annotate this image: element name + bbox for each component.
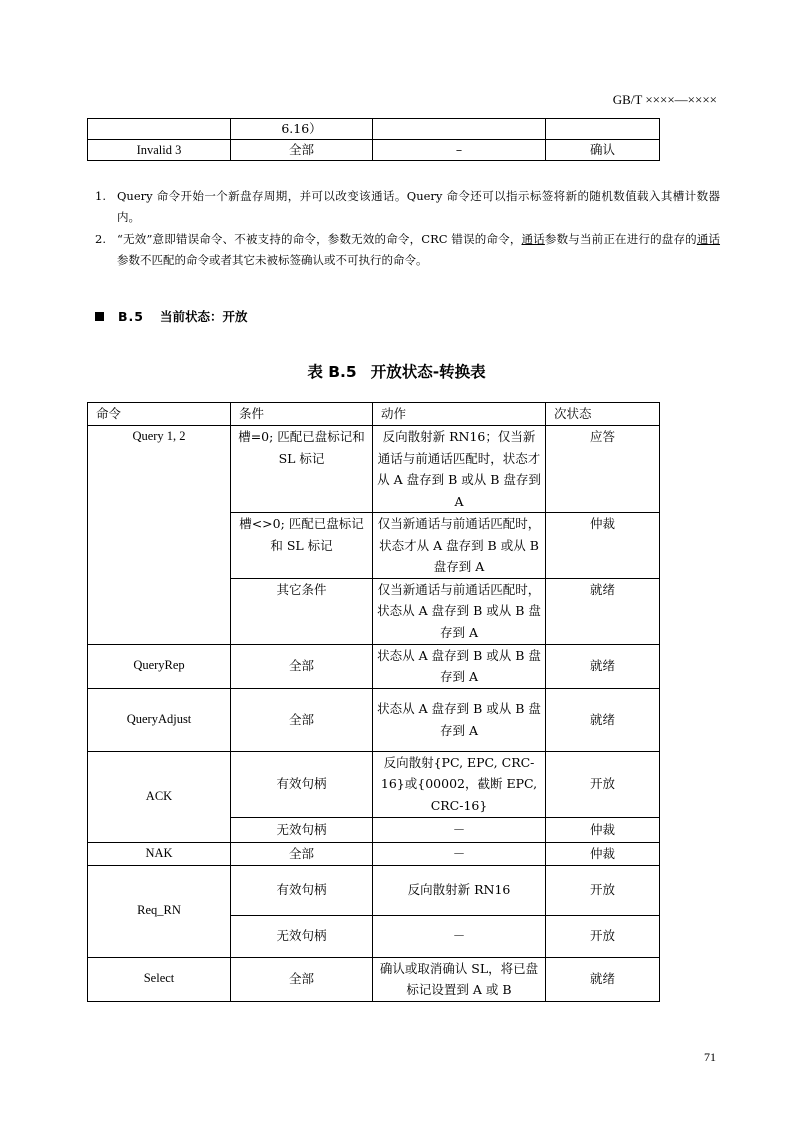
table-cell: 6.16） xyxy=(231,119,373,140)
next-state-cell: 就绪 xyxy=(546,688,660,751)
action-cell: － xyxy=(373,817,546,842)
command-cell: NAK xyxy=(88,842,231,865)
underlined-term: 通话 xyxy=(521,232,545,246)
table-row xyxy=(88,751,660,817)
table-cell: – xyxy=(373,140,546,161)
next-state-cell: 就绪 xyxy=(546,578,660,644)
note-text: Query 命令开始一个新盘存周期，并可以改变该通话。Query 命令还可以指示标签将新的随机数值载入其槽计数器内。 xyxy=(117,189,720,224)
action-cell: 仅当新通话与前通话匹配时，状态才从 A 盘存到 B 或从 B 盘存到 A xyxy=(373,513,546,579)
command-cell: Select xyxy=(88,957,231,1001)
column-header: 动作 xyxy=(373,403,546,426)
action-cell: 状态从 A 盘存到 B 或从 B 盘存到 A xyxy=(373,644,546,688)
note-item xyxy=(95,229,720,271)
table-caption-title: 开放状态-转换表 xyxy=(370,363,486,381)
condition-cell: 其它条件 xyxy=(231,578,373,644)
next-state-cell: 仲裁 xyxy=(546,513,660,579)
condition-cell: 全部 xyxy=(231,957,373,1001)
condition-cell: 槽=0; 匹配已盘标记和 SL 标记 xyxy=(231,426,373,513)
table-row xyxy=(88,957,660,1001)
command-cell: Req_RN xyxy=(88,865,231,957)
table-notes xyxy=(95,186,720,272)
table-row xyxy=(88,140,660,161)
action-cell: 反向散射新 RN16；仅当新通话与前通话匹配时，状态才从 A 盘存到 B 或从 B 盘存到 A xyxy=(373,426,546,513)
table-row xyxy=(88,426,660,513)
condition-cell: 全部 xyxy=(231,644,373,688)
table-row xyxy=(88,865,660,915)
underlined-term: 通话 xyxy=(696,232,721,246)
command-cell: QueryAdjust xyxy=(88,688,231,751)
next-state-cell: 仲裁 xyxy=(546,817,660,842)
table-row xyxy=(88,842,660,865)
note-item xyxy=(95,186,720,228)
action-cell: 确认或取消确认 SL，将已盘标记设置到 A 或 B xyxy=(373,957,546,1001)
table-cell: Invalid 3 xyxy=(88,140,231,161)
column-header: 次状态 xyxy=(546,403,660,426)
open-state-transition-table xyxy=(87,402,660,1002)
condition-cell: 全部 xyxy=(231,688,373,751)
table-cell xyxy=(88,119,231,140)
table-caption xyxy=(0,360,793,382)
section-title: 当前状态：开放 xyxy=(159,309,248,324)
condition-cell: 槽<>0; 匹配已盘标记和 SL 标记 xyxy=(231,513,373,579)
action-cell: 反向散射新 RN16 xyxy=(373,865,546,915)
next-state-cell: 开放 xyxy=(546,751,660,817)
condition-cell: 无效句柄 xyxy=(231,817,373,842)
condition-cell: 有效句柄 xyxy=(231,751,373,817)
condition-cell: 全部 xyxy=(231,842,373,865)
command-cell: QueryRep xyxy=(88,644,231,688)
column-header: 命令 xyxy=(88,403,231,426)
next-state-cell: 开放 xyxy=(546,865,660,915)
table-cell: 全部 xyxy=(231,140,373,161)
next-state-cell: 就绪 xyxy=(546,644,660,688)
bullet-square-icon xyxy=(95,312,104,321)
next-state-cell: 开放 xyxy=(546,915,660,957)
section-number: B.5 xyxy=(118,308,144,324)
table-cell xyxy=(373,119,546,140)
command-cell: ACK xyxy=(88,751,231,842)
table-row xyxy=(88,119,660,140)
next-state-cell: 应答 xyxy=(546,426,660,513)
next-state-cell: 仲裁 xyxy=(546,842,660,865)
table-caption-number: 表 B.5 xyxy=(307,363,357,381)
condition-cell: 无效句柄 xyxy=(231,915,373,957)
section-heading xyxy=(95,307,248,325)
page-number: 71 xyxy=(704,1050,716,1064)
table-row xyxy=(88,688,660,751)
continued-transition-table xyxy=(87,118,660,161)
command-cell: Query 1, 2 xyxy=(88,426,231,645)
note-number: 2. xyxy=(95,232,106,246)
table-cell: 确认 xyxy=(546,140,660,161)
action-cell: 状态从 A 盘存到 B 或从 B 盘存到 A xyxy=(373,688,546,751)
table-header-row xyxy=(88,403,660,426)
column-header: 条件 xyxy=(231,403,373,426)
action-cell: 反向散射{PC, EPC, CRC-16}或{00002，截断 EPC, CRC-16} xyxy=(373,751,546,817)
action-cell: － xyxy=(373,842,546,865)
action-cell: － xyxy=(373,915,546,957)
note-text: “无效”意即错误命令、不被支持的命令，参数无效的命令，CRC 错误的命令，通话参数与当前正在进行的盘存的通话参数不匹配的命令或者其它未被标签确认或不可执行的命令。 xyxy=(117,232,721,267)
action-cell: 仅当新通话与前通话匹配时，状态从 A 盘存到 B 或从 B 盘存到 A xyxy=(373,578,546,644)
next-state-cell: 就绪 xyxy=(546,957,660,1001)
table-row xyxy=(88,644,660,688)
table-cell xyxy=(546,119,660,140)
note-number: 1. xyxy=(95,189,106,203)
condition-cell: 有效句柄 xyxy=(231,865,373,915)
document-id-header: GB/T ××××—×××× xyxy=(612,92,717,107)
